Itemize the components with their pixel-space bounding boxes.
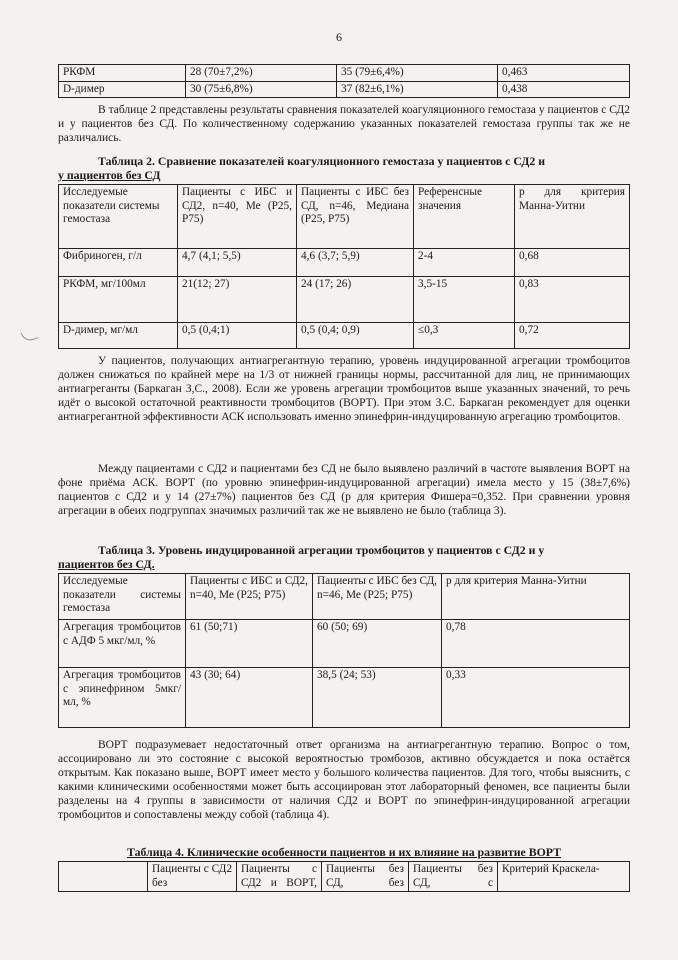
table-cell: 0,463 [498,65,630,82]
table-cell: 0,72 [515,323,630,349]
table-cell: 60 (50; 69) [313,620,442,668]
column-header: Исследуемые показатели системы гемостаза [59,574,186,620]
table-cell: 0,438 [498,81,630,98]
table-header-row [59,862,630,892]
table-cell: 2-4 [414,249,515,277]
table-header-row [59,574,630,620]
table-cell: 37 (82±6,1%) [337,81,498,98]
table-cell: 0,83 [515,277,630,323]
table-row [59,668,630,728]
table-row [59,277,630,323]
table-2 [58,184,630,349]
table-cell: ≤0,3 [414,323,515,349]
table-cell: 0,78 [442,620,630,668]
column-header: Исследуемые показатели системы гемостаза [59,185,178,249]
table-4 [58,861,630,892]
table-header-row [59,185,630,249]
table-cell: 4,6 (3,7; 5,9) [297,249,414,277]
caption-text: Таблица 2. Сравнение показателей коагуляционного гемостаза у пациентов с СД2 и [98,154,546,168]
table-cell: 43 (30; 64) [186,668,313,728]
caption-text: Таблица 4. Клинические особенности пациентов и их влияние на развитие ВОРТ [127,845,561,859]
table-cell: 38,5 (24; 53) [313,668,442,728]
paragraph: ВОРТ подразумевает недостаточный ответ организма на антиагрегантную терапию. Вопрос о том, ассоциировано ли это состояние с высокой вероятностью тромбозов, активно обсуждается и пока остаётся открытым. Как показано выше, ВОРТ имеет место у большого количества пациентов. Для того, чтобы выяснить, с какими клиническими особенностями может быть ассоциирован этот лабораторный феномен, все пациенты были разделены на 4 группы в зависимости от наличия СД2 и ВОРТ по эпинефрин-индуцированной агрегации тромбоцитов и сопоставлены между собой (таблица 4). [58,739,630,821]
column-header: Референсные значения [414,185,515,249]
page-number: 6 [336,30,342,44]
table-cell: 0,33 [442,668,630,728]
table-4-caption [58,845,630,859]
table-cell: 28 (70±7,2%) [186,65,337,82]
column-header: Пациенты без СД, без [322,862,409,892]
table-cell: 4,7 (4,1; 5,5) [178,249,297,277]
table-row [59,249,630,277]
table-cell: 3,5-15 [414,277,515,323]
table-1 [58,64,630,98]
column-header: Пациенты без СД, с [409,862,498,892]
column-header: р для критерия Манна-Уитни [515,185,630,249]
table-3-caption [58,543,630,557]
column-header: Пациенты с СД2 и ВОРТ, [237,862,322,892]
table-row [59,81,630,98]
table-3 [58,573,630,728]
paragraph: В таблице 2 представлены результаты сравнения показателей коагуляционного гемостаза у пациентов с СД2 и у пациентов без СД. По количественному содержанию указанных показателей гемостаза группы так же не различались. [58,104,630,144]
table-cell: D-димер [59,81,186,98]
column-header [59,862,148,892]
column-header: Пациенты с ИБС и СД2, n=40, Ме (Р25, Р75) [178,185,297,249]
table-row [59,620,630,668]
table-cell: 0,5 (0,4; 0,9) [297,323,414,349]
table-cell: 24 (17; 26) [297,277,414,323]
table-cell: 21(12; 27) [178,277,297,323]
column-header: Пациенты с СД2 без [148,862,237,892]
caption-tail-text: у пациентов без СД [58,168,161,182]
column-header: Пациенты с ИБС без СД, n=46, Медиана (Р25, Р75) [297,185,414,249]
table-cell: РКФМ [59,65,186,82]
table-cell: 35 (79±6,4%) [337,65,498,82]
table-cell: Агрегация тромбоцитов с АДФ 5 мкг/мл, % [59,620,186,668]
table-2-caption-tail [58,168,630,182]
column-header: Критерий Краскела- [498,862,630,892]
table-cell: Агрегация тромбоцитов с эпинефрином 5мкг/мл, % [59,668,186,728]
table-cell: 0,5 (0,4;1) [178,323,297,349]
table-cell: 30 (75±6,8%) [186,81,337,98]
table-2-caption [58,154,630,168]
column-header: р для критерия Манна-Уитни [442,574,630,620]
table-cell: Фибриноген, г/л [59,249,178,277]
caption-text: Таблица 3. Уровень индуцированной агрегации тромбоцитов у пациентов с СД2 и у [98,543,545,557]
column-header: Пациенты с ИБС без СД, n=46, Ме (Р25; Р75) [313,574,442,620]
column-header: Пациенты с ИБС и СД2, n=40, Ме (Р25; Р75) [186,574,313,620]
table-row [59,323,630,349]
table-cell: РКФМ, мг/100мл [59,277,178,323]
paragraph: Между пациентами с СД2 и пациентами без СД не было выявлено различий в частоте выявления ВОРТ на фоне приёма АСК. ВОРТ (по уровню эпинефрин-индуцированной агрегации) имела место у 15 (38±7,6%) пациентов с СД2 и у 14 (27±7%) пациентов без СД (р для критерия Фишера=0,352. При сравнении уровня агрегации в обеих подгруппах значимых различий так же не выявлено не было (таблица 3). [58,463,630,517]
paragraph: У пациентов, получающих антиагрегантную терапию, уровень индуцированной агрегации тромбоцитов должен снижаться по крайней мере на 1/3 от нижней границы нормы, рассчитанной для лиц, не принимающих антиагреганты (Баркаган З,С., 2008). Если же уровень агрегации тромбоцитов выше указанных значений, то речь идёт о высокой остаточной реактивности тромбоцитов (ВОРТ). При этом З.С. Баркаган рекомендует для оценки антиагрегантной эффективности АСК использовать именно эпинефрин-индуцированную агрегацию тромбоцитов. [58,355,630,423]
binding-mark-icon [21,328,39,343]
table-cell: D-димер, мг/мл [59,323,178,349]
table-3-caption-tail [58,557,630,571]
table-cell: 0,68 [515,249,630,277]
caption-tail-text: пациентов без СД. [58,557,155,571]
table-row [59,65,630,82]
table-cell: 61 (50;71) [186,620,313,668]
